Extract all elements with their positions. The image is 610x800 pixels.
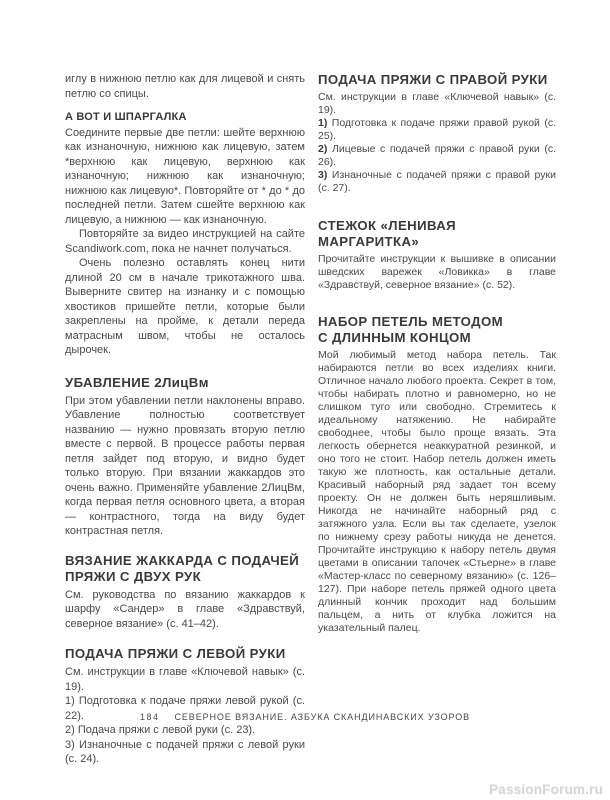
item-text: Подготовка к подаче пряжи правой рукой (с. 25). xyxy=(318,117,557,142)
section-heading-longtail-line2: С ДЛИННЫМ КОНЦОМ xyxy=(318,330,472,345)
numbered-item xyxy=(318,117,556,143)
section-right-hand xyxy=(318,72,556,195)
item-number: 2) xyxy=(318,143,328,155)
section-daisy-stitch xyxy=(318,218,556,292)
left-column xyxy=(65,72,305,767)
numbered-item: 1) Подготовка к подаче пряжи левой рукой (с. 22). xyxy=(65,695,305,722)
section-heading-cheatsheet: А ВОТ И ШПАРГАЛКА xyxy=(65,111,187,123)
item-text: Лицевые с подачей пряжи с правой руки (с. 26). xyxy=(318,143,556,168)
paragraph: Очень полезно оставлять конец нити длиной 20 см в начале трикотажного шва. Выверните свитер на изнанку и с помощью хвостиков пришейте петли, которые были закреплены на пройме, к детали переда матрасным швом, чтобы не осталось дырочек. xyxy=(65,257,305,356)
section-heading-jacquard-line1: ВЯЗАНИЕ ЖАККАРДА С ПОДАЧЕЙ xyxy=(65,552,300,568)
continuation-paragraph: иглу в нижнюю петлю как для лицевой и снять петлю со спицы. xyxy=(65,73,305,100)
running-title: СЕВЕРНОЕ ВЯЗАНИЕ. АЗБУКА СКАНДИНАВСКИХ УЗОРОВ xyxy=(174,712,471,722)
item-text: Изнаночные с подачей пряжи с правой руки (с. 27). xyxy=(318,169,556,194)
section-heading-left-hand: ПОДАЧА ПРЯЖИ С ЛЕВОЙ РУКИ xyxy=(65,646,286,661)
item-number: 3) xyxy=(318,169,328,181)
paragraph: См. руководства по вязанию жаккардов к шарфу «Сандер» в главе «Здравствуй, северное вязание» (с. 41–42). xyxy=(65,588,305,630)
paragraph: См. инструкции в главе «Ключевой навык» (с. 19). xyxy=(65,666,305,693)
paragraph: При этом убавлении петли наклонены вправо. Убавление полностью соответствует названию — нужно провязать вторую петлю вместе с первой. В процессе работы первая петля зайдет под вторую, и видно будет только вторую. При вязании жаккардов это очень важно. Применяйте убавление 2ЛицВм, когда первая петля основного цвета, а вторая — контрастного, тогда на виду будет контрастная петля. xyxy=(65,394,305,537)
paragraph: См. инструкции в главе «Ключевой навык» (с. 19). xyxy=(318,91,556,116)
section-heading-right-hand: ПОДАЧА ПРЯЖИ С ПРАВОЙ РУКИ xyxy=(318,72,548,87)
section-decrease xyxy=(65,375,305,539)
section-jacquard xyxy=(65,553,305,632)
paragraph: Повторяйте за видео инструкцией на сайте Scandiwork.com, пока не начнет получаться. xyxy=(65,228,305,255)
section-heading-longtail-line1: НАБОР ПЕТЕЛЬ МЕТОДОМ xyxy=(318,314,503,329)
right-column xyxy=(318,72,556,767)
numbered-item xyxy=(318,169,556,195)
section-heading-decrease: УБАВЛЕНИЕ 2ЛицВм xyxy=(65,374,209,390)
numbered-item: 2) Подача пряжи с левой руки (с. 23). xyxy=(65,724,256,736)
page-footer xyxy=(0,712,610,722)
section-cheatsheet xyxy=(65,110,305,358)
page-number: 184 xyxy=(139,712,160,722)
paragraph: Мой любимый метод набора петель. Так набираются петли во всех изделиях книги. Отличное начало любого проекта. Секрет в том, чтобы набирать плотно и равномерно, но не слишком туго или свободно. Стремитесь к идеальному натяжению. Не набирайте свободнее, чтобы было проще вязать. Эта легкость обернется неаккуратной резинкой, и оно того не стоит. Набор петель должен иметь такую же плотность, как остальные детали. Красивый наборный ряд задает тон всему проекту. Он не должен быть неряшливым. Никогда не начинайте наборный ряд с затяжного узла. Если вы так сделаете, узелок по нижнему срезу работы никуда не денется. Прочитайте инструкцию к набору петель двумя цветами в описании тапочек «Стьерне» в главе «Мастер-класс по северному вязанию» (с. 126–127). При наборе петель пряжей одного цвета длинный кончик проходит над большим пальцем, а нить от клубка ложится на указательный палец. xyxy=(318,349,556,634)
numbered-item xyxy=(318,143,556,169)
paragraph: Прочитайте инструкции к вышивке в описании шведских варежек «Ловикка» в главе «Здравствуй, северное вязание» (с. 52). xyxy=(318,253,556,291)
watermark: PassionForum.ru xyxy=(488,782,603,797)
numbered-item: 3) Изнаночные с подачей пряжи с левой руки (с. 24). xyxy=(65,738,305,765)
paragraph: Соедините первые две петли: шейте верхнюю как изнаночную, нижнюю как лицевую, затем *верхнюю как лицевую, верхнюю как изнаночную; нижнюю как изнаночную; нижнюю как лицевую*. Повторяйте от * до * до последней петли. Затем сшейте верхнюю как лицевую, а нижнюю — как изнаночную. xyxy=(65,126,305,226)
item-number: 1) xyxy=(318,117,328,129)
section-longtail-caston xyxy=(318,314,556,635)
section-heading-daisy: СТЕЖОК «ЛЕНИВАЯ МАРГАРИТКА» xyxy=(318,218,457,249)
section-heading-jacquard-line2: ПРЯЖИ С ДВУХ РУК xyxy=(65,568,202,584)
section-left-hand xyxy=(65,646,305,767)
